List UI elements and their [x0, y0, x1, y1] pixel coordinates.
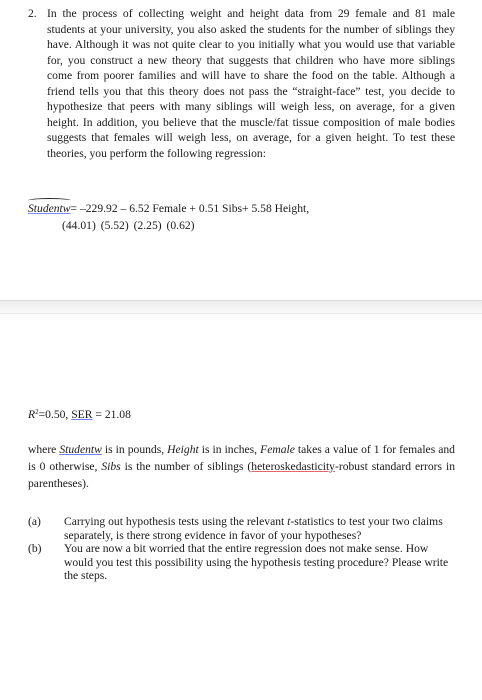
var-sibs: Sibs	[101, 460, 121, 473]
explanation-text: is the number of siblings (	[120, 460, 252, 473]
part-a-label: (a)	[28, 515, 41, 528]
part-a-text: Carrying out hypothesis tests using the relevant t-statistics to test your two claims separately, is there strong evidence in favor of your hypotheses?	[64, 515, 443, 542]
explanation-text: where	[28, 443, 60, 456]
section-divider	[0, 300, 482, 314]
question-paragraph: In the process of collecting weight and height data from 29 female and 81 male students at your university, you also asked the students for the number of siblings they have. Although it was not quite clear to you initially what you would use that variable for, you construct a new theory that suggests that children who have more siblings come from poorer families and will have to share the food on the table. Although a friend tells you that this theory does not pass the “straight-face” test, you decide to hypothesize that peers with many siblings will weigh less, on average, for a given height. In addition, you believe that the muscle/fat tissue composition of male bodies suggests that females will weigh less, on average, for a given height. To test these theories, you perform the following regression:	[47, 7, 455, 160]
ser-label: SER	[71, 408, 93, 421]
explanation-text: is in inches,	[198, 443, 261, 456]
regression-equation	[28, 201, 309, 216]
dependent-variable: Studentw	[28, 202, 71, 215]
r-squared-value: =0.50,	[38, 408, 72, 421]
question-panel	[0, 0, 482, 300]
explanation-text: -robust standard errors in parentheses).	[28, 460, 455, 490]
ser-value: = 21.08	[92, 408, 131, 421]
standard-errors: (44.01) (5.52) (2.25) (0.62)	[62, 219, 195, 232]
term-heteroskedasticity: heteroskedasticity	[251, 460, 335, 473]
var-studentw: Studentw	[59, 443, 102, 456]
part-b-text: You are now a bit worried that the entire regression does not make sense. How would you test this possibility using the hypothesis testing procedure? Please write the steps.	[64, 542, 449, 582]
fit-statistics	[28, 405, 131, 422]
r-squared-exponent: 2	[35, 408, 39, 416]
var-female: Female	[260, 443, 295, 456]
variable-explanation	[28, 441, 455, 492]
question-number: 2.	[28, 7, 37, 20]
r-squared-label: R	[28, 408, 36, 421]
explanation-text: is in pounds,	[101, 443, 168, 456]
var-height: Height	[167, 443, 199, 456]
equation-rhs: = –229.92 – 6.52 Female + 0.51 Sibs+ 5.58 Height,	[70, 202, 310, 215]
explanation-text: takes a value of 1 for females and is 0 otherwise,	[28, 443, 455, 473]
part-b-label: (b)	[28, 542, 42, 555]
